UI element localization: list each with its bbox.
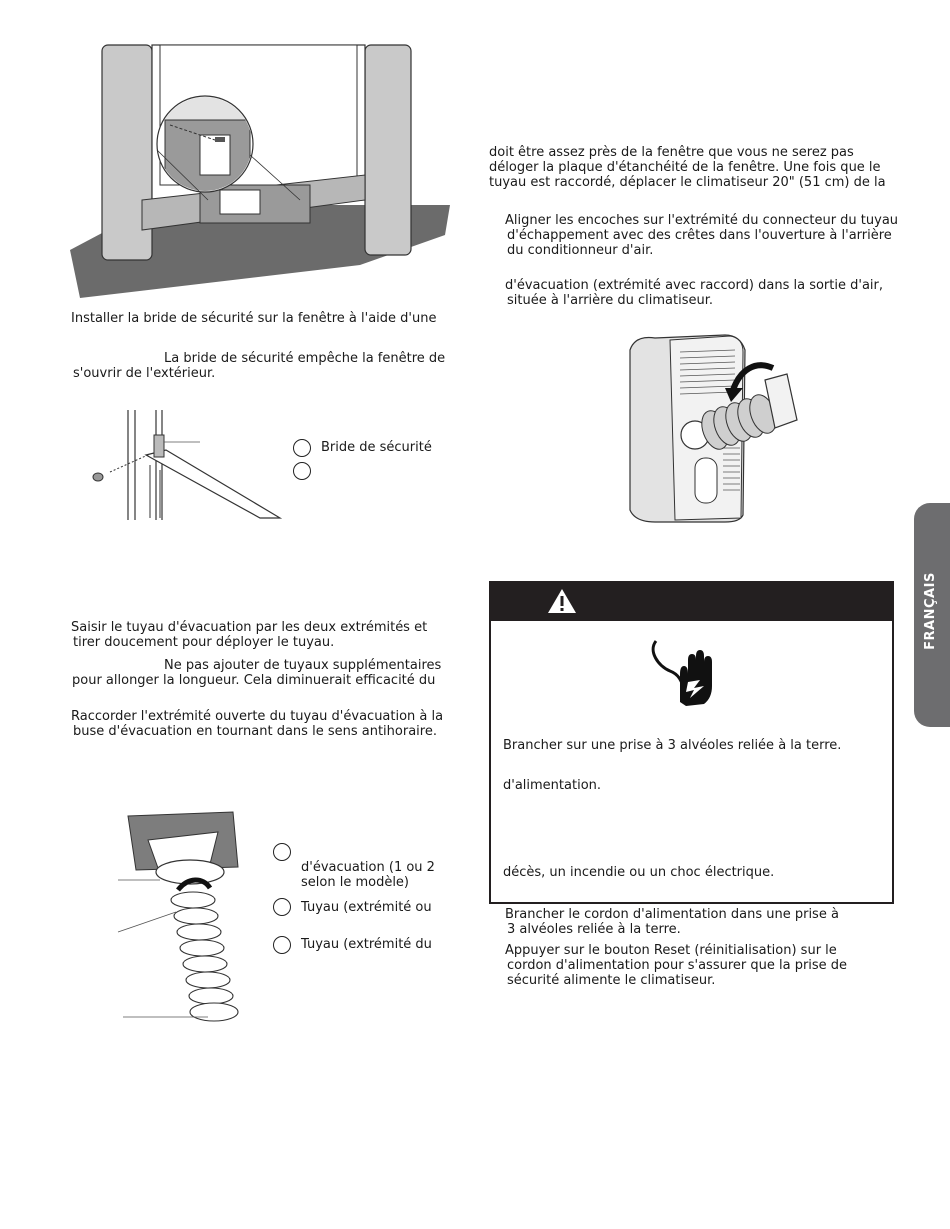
grab-hose-text-1: Saisir le tuyau d'évacuation par les deux extrémités et [71,620,428,635]
legend-b-text: Tuyau (extrémité ou [301,900,432,915]
hose-connection-illustration [118,812,248,1042]
right-para-1: doit être assez près de la fenêtre que vous ne serez pas [489,145,854,160]
align-text-3: du conditionneur d'air. [507,243,654,258]
no-extra-hose-text-1: Ne pas ajouter de tuyaux supplémentaires [164,658,442,673]
security-bracket-illustration [90,410,290,520]
legend-circle-a [273,843,291,861]
air-conditioner-illustration [615,330,815,525]
reset-text-2: cordon d'alimentation pour s'assurer que la prise de [507,958,848,973]
legend-a-text-2: selon le modèle) [301,875,409,890]
grab-hose-text-2: tirer doucement pour déployer le tuyau. [73,635,335,650]
install-bracket-text: Installer la bride de sécurité sur la fenêtre à l'aide d'une [71,311,437,326]
warning-text-2: d'alimentation. [503,778,602,793]
bracket-note-text-2: s'ouvrir de l'extérieur. [73,366,216,381]
window-installation-illustration [60,40,460,305]
warning-text-3: décès, un incendie ou un choc électrique. [503,865,775,880]
no-extra-hose-text-2: pour allonger la longueur. Cela diminuerait efficacité du [72,673,436,688]
reset-text-3: sécurité alimente le climatiseur. [507,973,716,988]
language-tab-label: FRANÇAIS [923,572,938,650]
insert-text-2: située à l'arrière du climatiseur. [507,293,713,308]
legend-c-text: Tuyau (extrémité du [301,937,432,952]
connect-hose-text-1: Raccorder l'extrémité ouverte du tuyau d'évacuation à la [71,709,444,724]
legend-circle-b [273,898,291,916]
bracket-note-text: La bride de sécurité empêche la fenêtre de [164,351,446,366]
insert-text-1: d'évacuation (extrémité avec raccord) dans la sortie d'air, [505,278,883,293]
reset-text-1: Appuyer sur le bouton Reset (réinitialisation) sur le [505,943,837,958]
warning-triangle-icon [547,588,577,614]
legend-circle-2 [293,462,311,480]
align-text-1: Aligner les encoches sur l'extrémité du connecteur du tuyau [505,213,899,228]
plug-text-2: 3 alvéoles reliée à la terre. [507,922,681,937]
legend-circle-1 [293,439,311,457]
legend-bracket-text: Bride de sécurité [321,440,432,455]
plug-text-1: Brancher le cordon d'alimentation dans une prise à [505,907,839,922]
connect-hose-text-2: buse d'évacuation en tournant dans le sens antihoraire. [73,724,437,739]
warning-text-1: Brancher sur une prise à 3 alvéoles reliée à la terre. [503,738,842,753]
align-text-2: d'échappement avec des crêtes dans l'ouverture à l'arrière [507,228,892,243]
right-para-3: tuyau est raccordé, déplacer le climatiseur 20" (51 cm) de la [489,175,886,190]
right-para-2: déloger la plaque d'étanchéité de la fenêtre. Une fois que le [489,160,881,175]
electric-shock-hazard-icon [648,636,718,708]
legend-circle-c [273,936,291,954]
legend-a-text-1: d'évacuation (1 ou 2 [301,860,435,875]
